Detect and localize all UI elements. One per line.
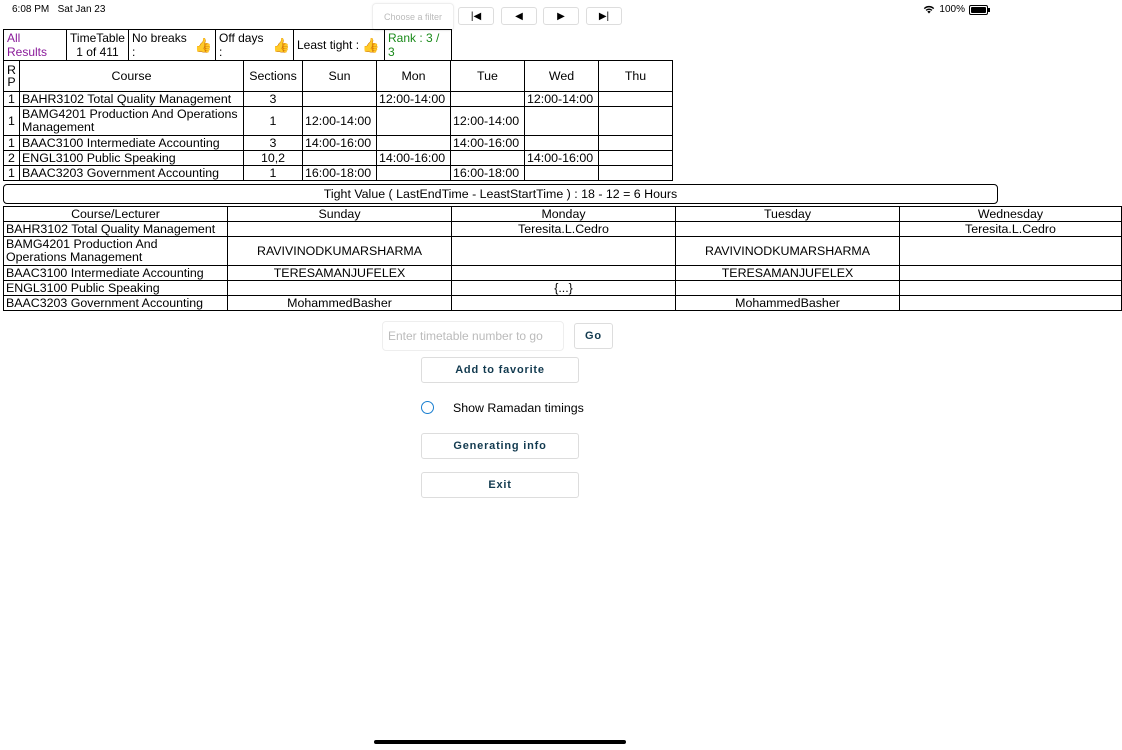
course-cell: BAAC3203 Government Accounting [4, 296, 228, 311]
rank-indicator [385, 30, 451, 60]
course-cell: ENGL3100 Public Speaking [20, 151, 244, 166]
sun-cell [303, 92, 377, 107]
tuesday-cell: RAVIVINODKUMARSHARMA [676, 237, 900, 266]
sunday-header: Sunday [228, 207, 452, 222]
sections-cell: 3 [244, 92, 303, 107]
wed-cell: 14:00-16:00 [525, 151, 599, 166]
timetable-grid [3, 60, 673, 181]
rp-cell: 1 [4, 107, 20, 136]
status-bar [0, 0, 1000, 20]
rp-header: R P [4, 61, 20, 92]
thumbs-up-icon: 👍 [272, 36, 290, 53]
least-tight-label: Least tight : [297, 38, 360, 52]
sun-header: Sun [303, 61, 377, 92]
monday-cell [452, 296, 676, 311]
wednesday-cell: Teresita.L.Cedro [900, 222, 1122, 237]
course-cell: BAHR3102 Total Quality Management [20, 92, 244, 107]
wednesday-cell [900, 266, 1122, 281]
course-cell: BAAC3100 Intermediate Accounting [20, 136, 244, 151]
first-page-button[interactable]: |◀ [458, 7, 494, 25]
ramadan-timings-radio[interactable] [421, 401, 434, 414]
wed-header: Wed [525, 61, 599, 92]
sun-cell [303, 151, 377, 166]
lecturer-header-row [4, 207, 1122, 222]
tuesday-cell: TERESAMANJUFELEX [676, 266, 900, 281]
prev-page-button[interactable]: ◀ [501, 7, 537, 25]
go-button[interactable]: Go [574, 323, 613, 349]
thu-cell [599, 92, 673, 107]
monday-cell [452, 266, 676, 281]
mon-header: Mon [377, 61, 451, 92]
exit-button[interactable]: Exit [421, 472, 579, 498]
wednesday-cell [900, 296, 1122, 311]
wed-cell [525, 166, 599, 181]
lecturer-grid [3, 206, 1122, 311]
off-days-indicator [216, 30, 294, 60]
rp-cell: 2 [4, 151, 20, 166]
lecturer-table-scroll[interactable] [3, 206, 1056, 317]
timetable-number-input[interactable] [382, 321, 564, 351]
generating-info-button[interactable]: Generating info [421, 433, 579, 459]
mon-cell [377, 136, 451, 151]
thu-cell [599, 107, 673, 136]
sunday-cell [228, 222, 452, 237]
add-to-favorite-button[interactable]: Add to favorite [421, 357, 579, 383]
sunday-cell: TERESAMANJUFELEX [228, 266, 452, 281]
thu-header: Thu [599, 61, 673, 92]
wed-cell: 12:00-14:00 [525, 92, 599, 107]
no-breaks-label: No breaks : [132, 31, 187, 59]
timetable-counter [67, 30, 129, 60]
mon-cell [377, 166, 451, 181]
sections-cell: 1 [244, 166, 303, 181]
filter-dropdown[interactable]: Choose a filter [372, 3, 454, 31]
home-indicator[interactable] [374, 740, 626, 744]
monday-cell: Teresita.L.Cedro [452, 222, 676, 237]
sunday-cell [228, 281, 452, 296]
mon-cell: 12:00-14:00 [377, 92, 451, 107]
table-row [4, 92, 673, 107]
wednesday-cell [900, 281, 1122, 296]
sunday-cell: RAVIVINODKUMARSHARMA [228, 237, 452, 266]
mon-cell [377, 107, 451, 136]
monday-header: Monday [452, 207, 676, 222]
summary-bar [3, 29, 452, 61]
status-time: 6:08 PM [12, 4, 50, 15]
wifi-icon [923, 5, 935, 14]
thu-cell [599, 166, 673, 181]
course-cell: BAMG4201 Production And Operations Management [20, 107, 244, 136]
table-row [4, 266, 1122, 281]
sections-cell: 3 [244, 136, 303, 151]
tue-header: Tue [451, 61, 525, 92]
course-cell: BAAC3100 Intermediate Accounting [4, 266, 228, 281]
sun-cell: 12:00-14:00 [303, 107, 377, 136]
rp-cell: 1 [4, 92, 20, 107]
table-row [4, 151, 673, 166]
all-results-label: All Results [7, 31, 48, 59]
timetable-count: 1 of 411 [76, 45, 119, 59]
tuesday-cell: MohammedBasher [676, 296, 900, 311]
tight-value-banner: Tight Value ( LastEndTime - LeastStartTime ) : 18 - 12 = 6 Hours [3, 184, 998, 204]
course-cell: ENGL3100 Public Speaking [4, 281, 228, 296]
wed-cell [525, 107, 599, 136]
status-date: Sat Jan 23 [57, 4, 106, 15]
table-row [4, 281, 1122, 296]
table-row [4, 166, 673, 181]
tue-cell [451, 151, 525, 166]
course-cell: BAAC3203 Government Accounting [20, 166, 244, 181]
course-header: Course [20, 61, 244, 92]
tue-cell: 12:00-14:00 [451, 107, 525, 136]
tuesday-header: Tuesday [676, 207, 900, 222]
all-results-button[interactable] [4, 30, 67, 60]
tue-cell: 14:00-16:00 [451, 136, 525, 151]
sections-cell: 1 [244, 107, 303, 136]
battery-icon [969, 5, 988, 15]
table-row [4, 136, 673, 151]
table-row [4, 107, 673, 136]
wed-cell [525, 136, 599, 151]
monday-cell: {...} [452, 281, 676, 296]
least-tight-indicator [294, 30, 385, 60]
rp-cell: 1 [4, 166, 20, 181]
last-page-button[interactable]: ▶| [586, 7, 622, 25]
wednesday-cell [900, 237, 1122, 266]
sunday-cell: MohammedBasher [228, 296, 452, 311]
next-page-button[interactable]: ▶ [543, 7, 579, 25]
status-indicators [923, 4, 988, 15]
mon-cell: 14:00-16:00 [377, 151, 451, 166]
rp-cell: 1 [4, 136, 20, 151]
sections-header: Sections [244, 61, 303, 92]
wednesday-header: Wednesday [900, 207, 1122, 222]
thumbs-up-icon: 👍 [194, 36, 212, 53]
sections-cell: 10,2 [244, 151, 303, 166]
sun-cell: 16:00-18:00 [303, 166, 377, 181]
sun-cell: 14:00-16:00 [303, 136, 377, 151]
tue-cell [451, 92, 525, 107]
course-cell: BAHR3102 Total Quality Management [4, 222, 228, 237]
course-lecturer-header: Course/Lecturer [4, 207, 228, 222]
timetable-header-row [4, 61, 673, 92]
thumbs-up-icon: 👍 [362, 36, 380, 53]
ramadan-timings-label: Show Ramadan timings [453, 401, 584, 415]
status-time-date [12, 4, 105, 15]
tue-cell: 16:00-18:00 [451, 166, 525, 181]
battery-percent: 100% [939, 4, 965, 15]
no-breaks-indicator [129, 30, 216, 60]
timetable-label: TimeTable [70, 31, 125, 45]
monday-cell [452, 237, 676, 266]
tuesday-cell [676, 222, 900, 237]
rank-label: Rank : 3 / 3 [388, 31, 440, 59]
thu-cell [599, 136, 673, 151]
tuesday-cell [676, 281, 900, 296]
table-row [4, 237, 1122, 266]
thu-cell [599, 151, 673, 166]
course-cell: BAMG4201 Production And Operations Management [4, 237, 228, 266]
off-days-label: Off days : [219, 31, 264, 59]
table-row [4, 222, 1122, 237]
table-row [4, 296, 1122, 311]
